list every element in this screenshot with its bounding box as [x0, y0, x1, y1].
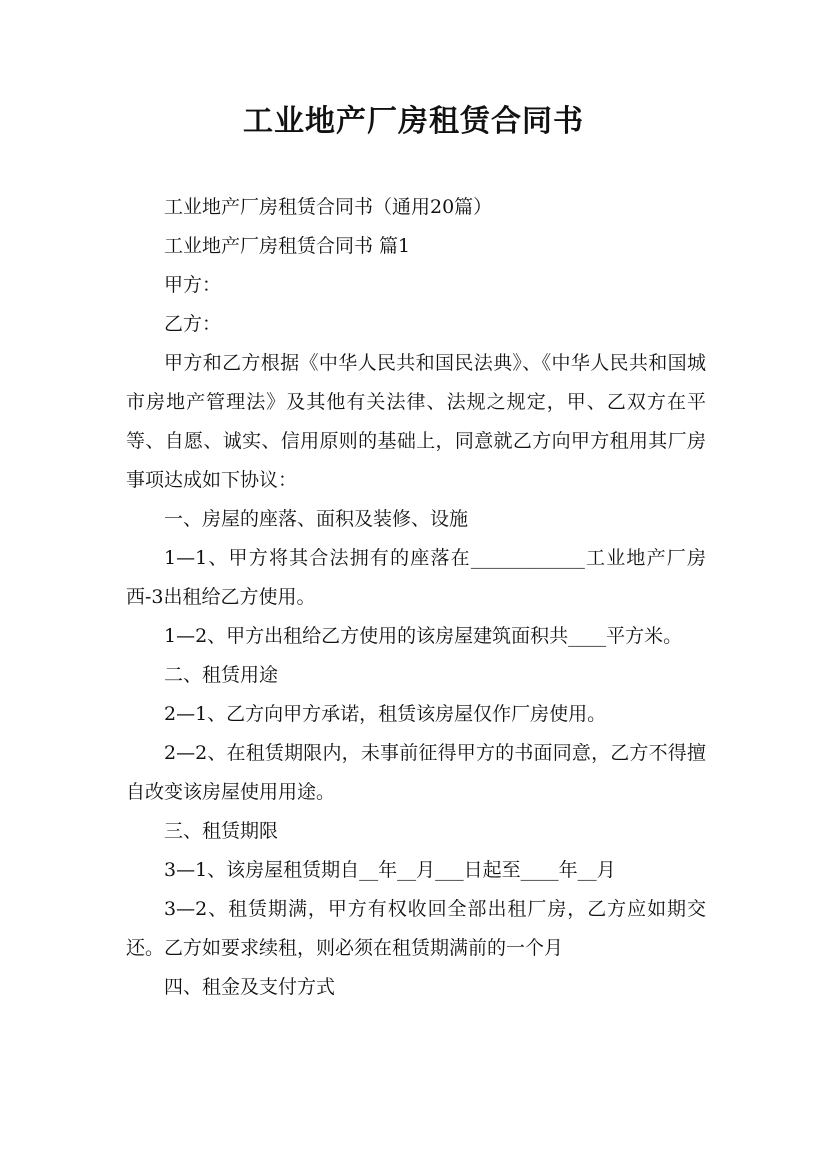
document-title: 工业地产厂房租赁合同书 — [243, 104, 584, 139]
paragraph-heading-1: 一、房屋的座落、面积及装修、设施 — [164, 508, 469, 530]
paragraph-clause-2-1: 2—1、乙方向甲方承诺，租赁该房屋仅作厂房使用。 — [164, 703, 607, 725]
paragraph-clause-2-2: 2—2、在租赁期限内，未事前征得甲方的书面同意，乙方不得擅自改变该房屋使用用途。 — [126, 742, 706, 803]
paragraph-heading-4: 四、租金及支付方式 — [164, 976, 336, 998]
document-body — [126, 188, 706, 1007]
paragraph-heading-2: 二、租赁用途 — [164, 664, 279, 686]
paragraph-collection-title: 工业地产厂房租赁合同书（通用20篇） — [164, 196, 493, 218]
paragraph-clause-3-1: 3—1、该房屋租赁期自__年__月___日起至____年__月 — [164, 859, 616, 881]
paragraph-party-b: 乙方： — [164, 313, 222, 335]
paragraph-clause-1-1: 1—1、甲方将其合法拥有的座落在____________工业地产厂房西-3出租给乙方使用。 — [126, 547, 706, 608]
paragraph-intro: 甲方和乙方根据《中华人民共和国民法典》、《中华人民共和国城市房地产管理法》及其他有关法律、法规之规定，甲、乙双方在平等、自愿、诚实、信用原则的基础上，同意就乙方向甲方租用其厂房事项达成如下协议： — [126, 352, 706, 491]
paragraph-section-title: 工业地产厂房租赁合同书 篇1 — [164, 235, 411, 257]
paragraph-heading-3: 三、租赁期限 — [164, 820, 279, 842]
paragraph-clause-3-2: 3—2、租赁期满，甲方有权收回全部出租厂房，乙方应如期交还。乙方如要求续租，则必须在租赁期满前的一个月 — [126, 898, 706, 959]
paragraph-clause-1-2: 1—2、甲方出租给乙方使用的该房屋建筑面积共____平方米。 — [164, 625, 683, 647]
paragraph-party-a: 甲方： — [164, 274, 222, 296]
